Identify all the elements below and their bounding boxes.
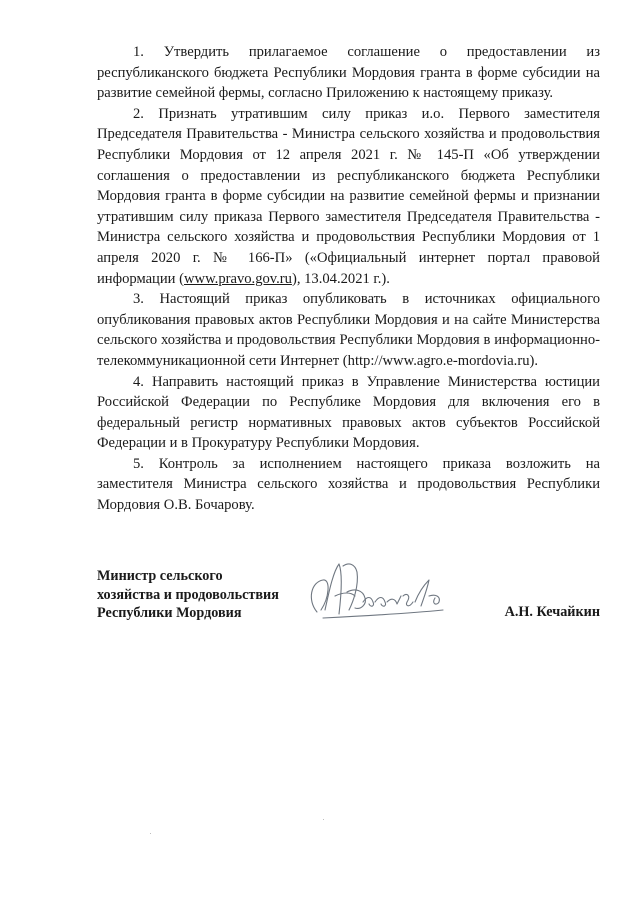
order-item-4: 4. Направить настоящий приказ в Управление Министерства юстиции Российской Федерации по Республике Мордовия для включения его в федеральный регистр нормативных правовых актов субъектов Российской Федерации и в Прокуратуру Республики Мордовия. xyxy=(97,373,600,452)
order-body xyxy=(97,42,600,516)
order-item-2-text: 2. Признать утратившим силу приказ и.о. Первого заместителя Председателя Правительства - Министра сельского хозяйства и продовольствия Республики Мордовия от 12 апреля 2021 г. № 145-П «Об утверждении соглашения о предоставлении из республиканского бюджета Республики Мордовия гранта в форме субсидии на развитие семейной фермы и признании утратившим силу приказа Первого заместителя Председателя Правительства - Министра сельского хозяйства и продовольствия Республики Мордовия от 1 апреля 2020 г. № 166-П» («Официальный интернет портал правовой информации ( xyxy=(97,105,600,287)
pravo-link[interactable]: www.pravo.gov.ru xyxy=(184,270,292,287)
signature-block xyxy=(97,567,600,627)
handwritten-signature xyxy=(303,552,453,632)
scan-speck xyxy=(150,833,151,834)
signatory-title-line-3: Республики Мордовия xyxy=(97,605,242,621)
signatory-title-line-2: хозяйства и продовольствия xyxy=(97,586,279,603)
order-item-5: 5. Контроль за исполнением настоящего приказа возложить на заместителя Министра сельского хозяйства и продовольствия Республики Мордовия О.В. Бочарову. xyxy=(97,455,600,514)
order-item-2-tail: ), 13.04.2021 г.). xyxy=(291,270,390,287)
order-item-1: 1. Утвердить прилагаемое соглашение о предоставлении из республиканского бюджета Республики Мордовия гранта в форме субсидии на развитие семейной фермы, согласно Приложению к настоящему приказу. xyxy=(97,44,600,102)
order-item-3: 3. Настоящий приказ опубликовать в источниках официального опубликования правовых актов Республики Мордовия и на сайте Министерства сельского хозяйства и продовольствия Республики Мордовия в информационно-телекоммуникационной сети Интернет (http://www.agro.e-mordovia.ru). xyxy=(97,291,600,369)
order-item-2 xyxy=(97,104,600,289)
scan-speck xyxy=(323,819,324,820)
signatory-name: А.Н. Кечайкин xyxy=(504,604,600,620)
signatory-title-line-1: Министр сельского xyxy=(97,568,223,584)
signatory-title xyxy=(97,567,279,623)
